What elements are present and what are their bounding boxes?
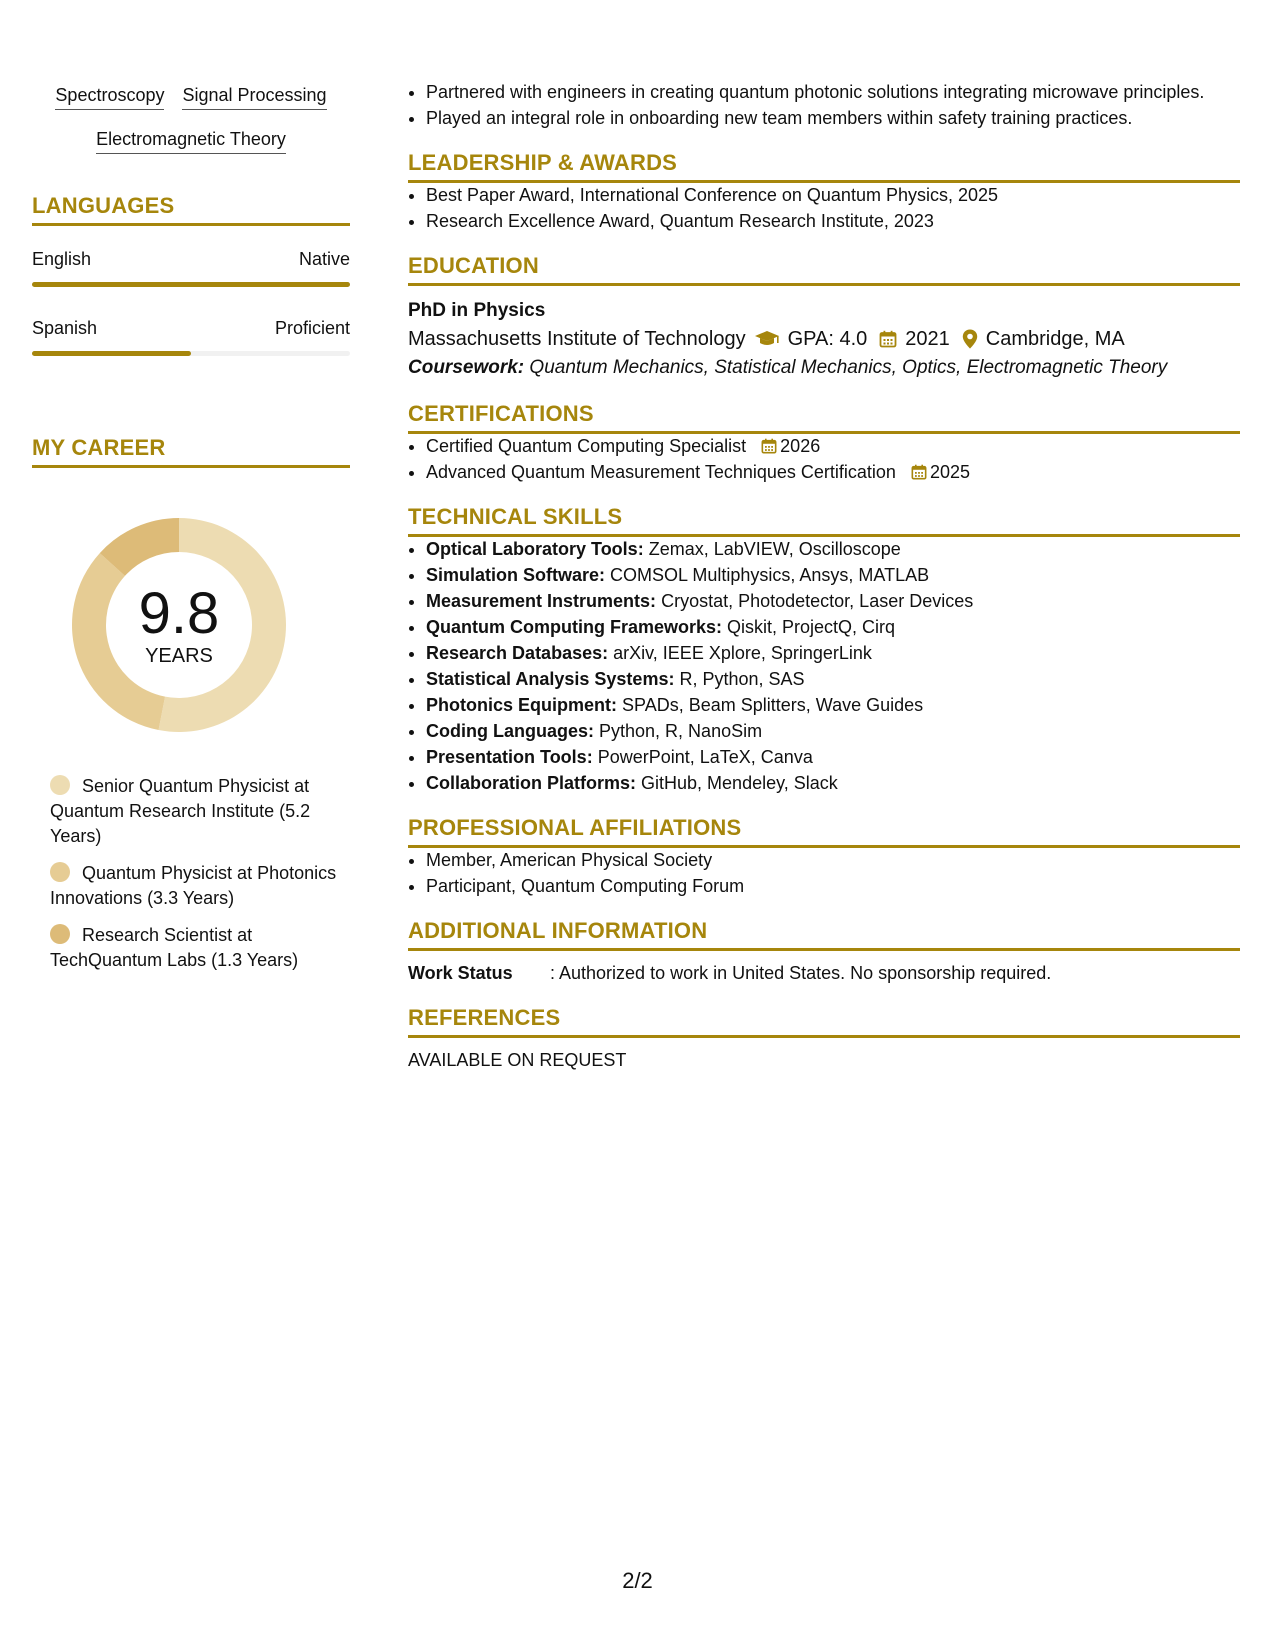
coursework-label: Coursework: <box>408 357 525 378</box>
location-pin-icon <box>962 329 978 349</box>
career-total-unit: YEARS <box>145 645 213 667</box>
skill-label: Simulation Software: <box>426 565 606 585</box>
calendar-icon <box>879 330 897 348</box>
school-location: Cambridge, MA <box>985 328 1125 350</box>
donut-center <box>64 581 294 668</box>
certifications-section <box>408 400 1240 485</box>
language-level: Native <box>298 249 350 269</box>
career-legend <box>32 774 350 973</box>
skill-value: Qiskit, ProjectQ, Cirq <box>727 617 896 637</box>
skill-value: Python, R, NanoSim <box>599 721 763 741</box>
skill-label: Photonics Equipment: <box>426 695 617 715</box>
references-title: REFERENCES <box>408 1005 561 1030</box>
education-details <box>408 324 1240 354</box>
languages-section <box>32 192 350 356</box>
page-number: 2/2 <box>622 1568 653 1593</box>
certifications-title: CERTIFICATIONS <box>408 401 594 426</box>
career-section <box>32 434 350 973</box>
graduation-year: 2021 <box>905 328 950 350</box>
work-status-row <box>408 961 1240 986</box>
coursework <box>408 354 1240 382</box>
skill-item <box>426 537 1240 562</box>
section-rule <box>408 948 1240 951</box>
language-bar <box>32 282 350 287</box>
language-level: Proficient <box>274 318 350 338</box>
degree: PhD in Physics <box>408 300 546 321</box>
skill-tag: Signal Processing <box>182 84 326 110</box>
experience-bullets <box>408 80 1240 131</box>
skill-item <box>426 719 1240 744</box>
gpa: GPA: 4.0 <box>787 328 868 350</box>
list-item <box>426 460 1240 485</box>
career-total-value: 9.8 <box>138 581 220 646</box>
graduation-cap-icon <box>754 330 780 348</box>
language-bar <box>32 351 350 356</box>
school-name: Massachusetts Institute of Technology <box>408 328 746 350</box>
skill-label: Research Databases: <box>426 643 609 663</box>
skill-item <box>426 589 1240 614</box>
cert-name: Advanced Quantum Measurement Techniques Certification <box>426 462 896 482</box>
skill-label: Coding Languages: <box>426 721 594 741</box>
section-rule <box>32 465 350 468</box>
legend-dot <box>50 862 70 882</box>
tag-row <box>32 84 350 110</box>
languages-title: LANGUAGES <box>32 193 175 218</box>
affiliations-section <box>408 814 1240 899</box>
cert-name: Certified Quantum Computing Specialist <box>426 436 747 456</box>
skill-label: Optical Laboratory Tools: <box>426 539 644 559</box>
skill-item <box>426 693 1240 718</box>
skill-label: Quantum Computing Frameworks: <box>426 617 723 637</box>
language-name: English <box>32 249 92 269</box>
language-row <box>32 317 350 339</box>
legend-label: Senior Quantum Physicist at Quantum Research Institute (5.2 Years) <box>50 776 311 846</box>
skill-value: arXiv, IEEE Xplore, SpringerLink <box>613 643 872 663</box>
cert-date <box>761 436 820 456</box>
skill-value: Zemax, LabVIEW, Oscilloscope <box>648 539 901 559</box>
work-status-value: : Authorized to work in United States. No sponsorship required. <box>550 963 1052 983</box>
awards-section <box>408 149 1240 234</box>
references-text: AVAILABLE ON REQUEST <box>408 1050 627 1070</box>
list-item: • Research Excellence Award, Quantum Research Institute, 2023 <box>426 209 1240 234</box>
skill-label: Measurement Instruments: <box>426 591 657 611</box>
skill-value: PowerPoint, LaTeX, Canva <box>597 747 813 767</box>
legend-dot <box>50 924 70 944</box>
list-item: • Partnered with engineers in creating quantum photonic solutions integrating microwave principles. <box>426 80 1240 105</box>
legend-item <box>50 774 340 849</box>
skill-tags <box>32 84 350 154</box>
technical-skills-section <box>408 503 1240 796</box>
skill-item <box>426 745 1240 770</box>
skill-item <box>426 771 1240 796</box>
section-rule <box>408 283 1240 286</box>
skill-tag: Electromagnetic Theory <box>96 128 286 154</box>
language-bar-fill <box>32 282 350 287</box>
career-title: MY CAREER <box>32 435 166 460</box>
references-section <box>408 1004 1240 1071</box>
language-row <box>32 248 350 270</box>
tag-row <box>32 128 350 154</box>
list-item: • Best Paper Award, International Conference on Quantum Physics, 2025 <box>426 183 1240 208</box>
skill-item <box>426 667 1240 692</box>
skill-label: Presentation Tools: <box>426 747 593 767</box>
left-column <box>32 84 350 985</box>
section-rule <box>408 1035 1240 1038</box>
language-bar-fill <box>32 351 191 356</box>
skill-value: COMSOL Multiphysics, Ansys, MATLAB <box>610 565 930 585</box>
right-column <box>408 80 1240 1089</box>
skill-label: Statistical Analysis Systems: <box>426 669 675 689</box>
cert-date <box>911 462 970 482</box>
list-item: • Played an integral role in onboarding new team members within safety training practices. <box>426 106 1240 131</box>
skills-title: TECHNICAL SKILLS <box>408 504 623 529</box>
list-item <box>426 434 1240 459</box>
legend-item <box>50 861 340 911</box>
legend-label: Quantum Physicist at Photonics Innovations (3.3 Years) <box>50 863 337 908</box>
skill-value: R, Python, SAS <box>679 669 805 689</box>
additional-title: ADDITIONAL INFORMATION <box>408 918 708 943</box>
skill-item <box>426 615 1240 640</box>
cert-year: 2026 <box>780 436 821 456</box>
education-title: EDUCATION <box>408 253 539 278</box>
awards-title: LEADERSHIP & AWARDS <box>408 150 678 175</box>
calendar-icon <box>911 464 927 480</box>
education-section <box>408 252 1240 382</box>
cert-year: 2025 <box>929 462 970 482</box>
coursework-list: Quantum Mechanics, Statistical Mechanics, Optics, Electromagnetic Theory <box>529 357 1168 378</box>
work-status-label: Work Status <box>408 963 513 983</box>
legend-dot <box>50 775 70 795</box>
section-rule <box>32 223 350 226</box>
calendar-icon <box>761 438 777 454</box>
skill-value: Cryostat, Photodetector, Laser Devices <box>661 591 974 611</box>
skill-item <box>426 641 1240 666</box>
additional-info-section <box>408 917 1240 986</box>
legend-item <box>50 923 340 973</box>
list-item: • Member, American Physical Society <box>426 848 1240 873</box>
affiliations-title: PROFESSIONAL AFFILIATIONS <box>408 815 742 840</box>
legend-label: Research Scientist at TechQuantum Labs (1.3 Years) <box>50 925 299 970</box>
skill-value: SPADs, Beam Splitters, Wave Guides <box>622 695 924 715</box>
skill-item <box>426 563 1240 588</box>
career-donut-chart <box>64 510 294 740</box>
skill-label: Collaboration Platforms: <box>426 773 637 793</box>
skill-tag: Spectroscopy <box>55 84 164 110</box>
language-name: Spanish <box>32 318 98 338</box>
list-item: • Participant, Quantum Computing Forum <box>426 874 1240 899</box>
skill-value: GitHub, Mendeley, Slack <box>641 773 838 793</box>
